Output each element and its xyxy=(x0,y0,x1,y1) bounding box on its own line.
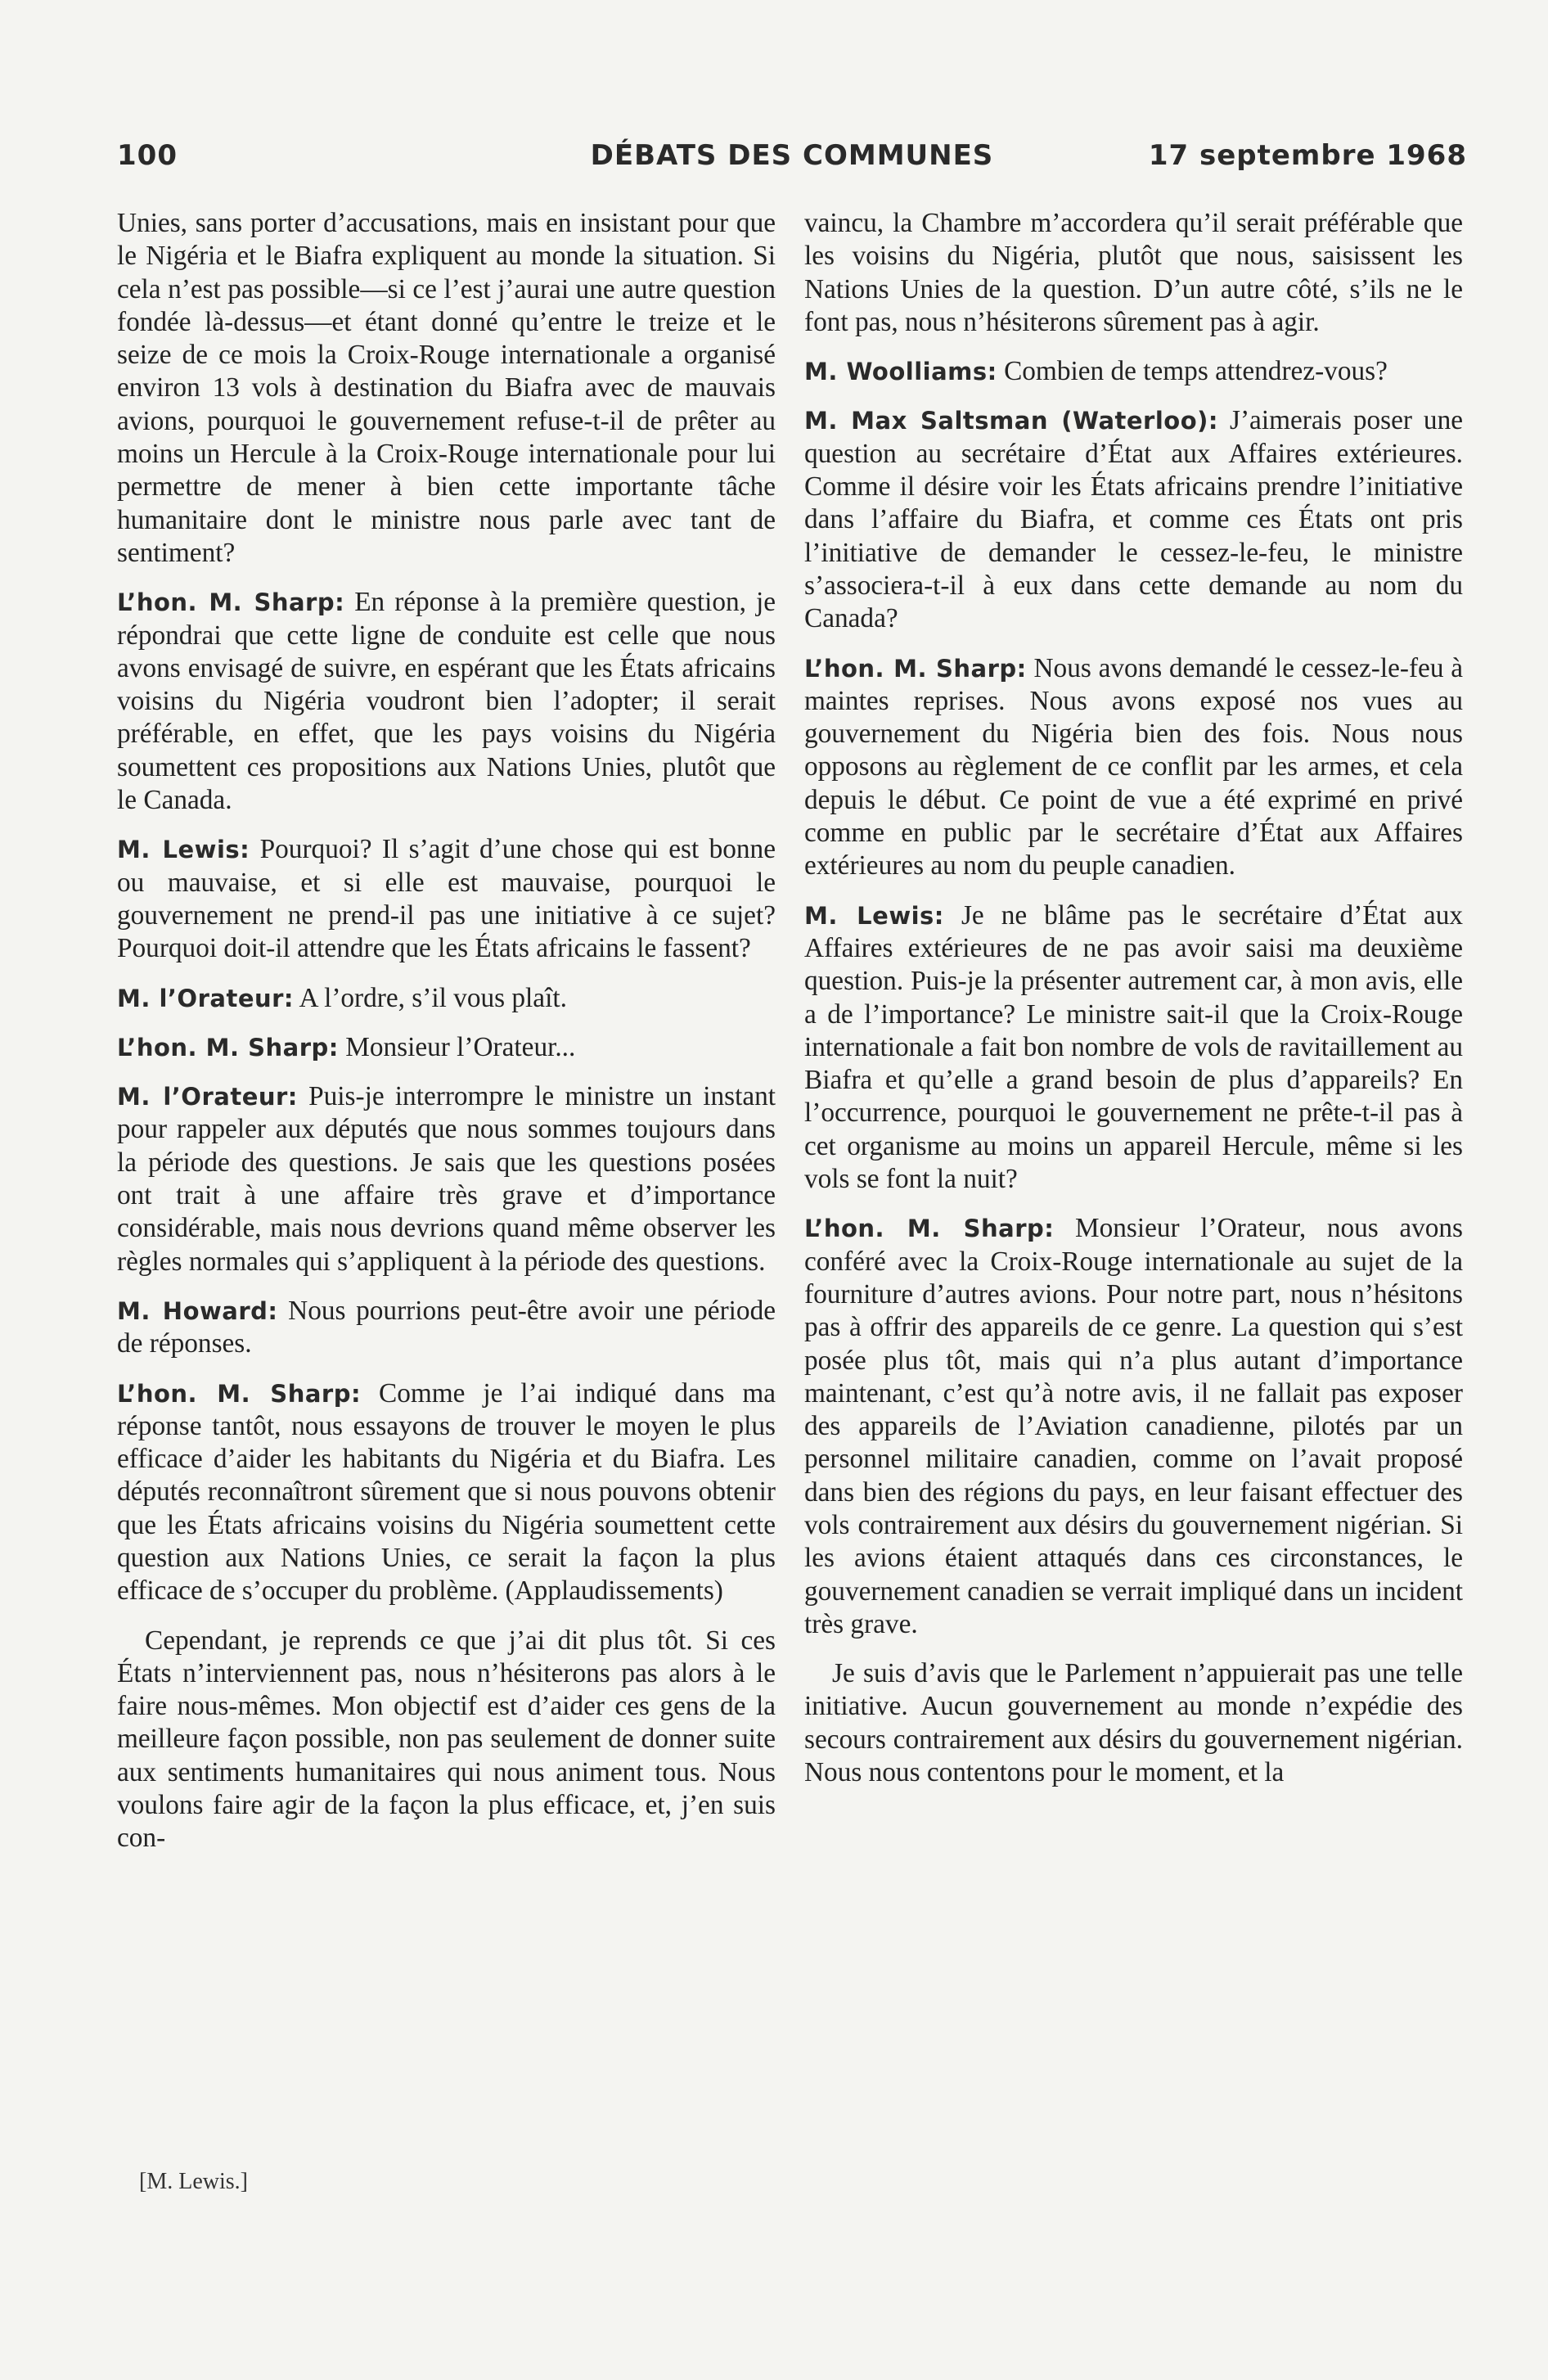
paragraph xyxy=(117,1080,776,1278)
speaker-name: L’hon. M. Sharp: xyxy=(117,1379,362,1408)
speaker-name: L’hon. M. Sharp: xyxy=(117,1033,339,1062)
paragraph xyxy=(804,355,1463,388)
paragraph xyxy=(117,586,776,817)
speaker-name: M. Lewis: xyxy=(804,901,944,930)
page-header xyxy=(117,139,1467,185)
paragraph-text: Puis-je interrompre le ministre un instant pour rappeler aux députés que nous sommes toujours dans la période des questions. Je sais que les questions posées ont trait à une affaire très grave et d’importance considérable, mais nous devrions quand même observer les règles normales qui s’appliquent à la période des questions. xyxy=(117,1081,776,1277)
paragraph xyxy=(117,1625,776,1855)
paragraph-text: Monsieur l’Orateur... xyxy=(345,1031,576,1062)
paragraph xyxy=(804,652,1463,883)
paragraph-text: Monsieur l’Orateur, nous avons conféré avec la Croix-Rouge internationale au sujet de la fourniture d’autres avions. Pour notre part, nous n’hésitons pas à offrir des appareils de ce genre. La question qui s’est posée plus tôt, mais qui n’a plus autant d’importance maintenant, c’est qu’à notre avis, il ne fallait pas exposer des appareils de l’Aviation canadienne, pilotés par un personnel militaire canadien, comme on l’avait proposé dans bien des régions du pays, en leur faisant effectuer des vols contrairement aux désirs du gouvernement nigérian. Si les avions étaient attaqués dans ces circonstances, le gouvernement canadien se verrait impliqué dans un incident très grave. xyxy=(804,1213,1463,1639)
paragraph-text: vaincu, la Chambre m’accordera qu’il serait préférable que les voisins du Nigéria, plutôt que nous, saisissent les Nations Unies de la question. D’un autre côté, s’ils ne le font pas, nous n’hésiterons sûrement pas à agir. xyxy=(804,208,1463,337)
paragraph-text: Unies, sans porter d’accusations, mais en insistant pour que le Nigéria et le Biafra expliquent au monde la situation. Si cela n’est pas possible—si ce l’est j’aurai une autre question fondée là-dessus—et étant donné qu’entre le treize et le seize de ce mois la Croix-Rouge internationale a organisé environ 13 vols à destination du Biafra avec de mauvais avions, pourquoi le gouvernement refuse-t-il de prêter au moins un Hercule à la Croix-Rouge internationale pour lui permettre de mener à bien cette importante tâche humanitaire dont le ministre nous parle avec tant de sentiment? xyxy=(117,208,776,568)
speaker-name: L’hon. M. Sharp: xyxy=(804,1215,1055,1243)
page-date: 17 septembre 1968 xyxy=(1148,139,1467,172)
paragraph-text: Cependant, je reprends ce que j’ai dit plus tôt. Si ces États n’interviennent pas, nous n’hésiterons pas alors à le faire nous-mêmes. Mon objectif est d’aider ces gens de la meilleure façon possible, non pas seulement de donner suite aux sentiments humanitaires qui nous animent tous. Nous voulons faire agir de la façon la plus efficace, et, j’en suis con- xyxy=(117,1625,776,1854)
paragraph-text: Comme je l’ai indiqué dans ma réponse tantôt, nous essayons de trouver le moyen le plus efficace d’aider les habitants du Nigéria et du Biafra. Les députés reconnaîtront sûrement que si nous pouvons obtenir que les États africains voisins du Nigéria soumettent cette question aux Nations Unies, ce serait la façon la plus efficace de s’occuper du problème. (Applaudissements) xyxy=(117,1377,776,1607)
speaker-name: M. Lewis: xyxy=(117,836,250,864)
paragraph-text: En réponse à la première question, je répondrai que cette ligne de conduite est celle que nous avons envisagé de suivre, en espérant que les États africains voisins du Nigéria voudront bien l’adopter; il serait préférable, en effet, que les pays voisins du Nigéria soumettent ces propositions aux Nations Unies, plutôt que le Canada. xyxy=(117,587,776,816)
left-column xyxy=(117,207,776,1872)
footer-speaker-note: [M. Lewis.] xyxy=(139,2169,248,2194)
publication-title: DÉBATS DES COMMUNES xyxy=(590,139,994,172)
speaker-name: M. Max Saltsman (Waterloo): xyxy=(804,407,1218,435)
paragraph xyxy=(804,1657,1463,1789)
paragraph xyxy=(804,1212,1463,1641)
speaker-name: M. Howard: xyxy=(117,1296,278,1325)
paragraph xyxy=(804,899,1463,1197)
speaker-name: M. Woolliams: xyxy=(804,358,997,386)
paragraph-text: Combien de temps attendrez-vous? xyxy=(1004,356,1388,387)
paragraph-text: A l’ordre, s’il vous plaît. xyxy=(299,982,567,1013)
speaker-name: L’hon. M. Sharp: xyxy=(117,588,345,617)
right-column xyxy=(804,207,1463,1805)
page-number: 100 xyxy=(117,139,178,172)
paragraph-text: J’aimerais poser une question au secrétaire d’État aux Affaires extérieures. Comme il désire voir les États africains prendre l’initiative dans l’affaire du Biafra, et comme ces États ont pris l’initiative de demander le cessez-le-feu, le ministre s’associera-t-il à eux dans cette demande au nom du Canada? xyxy=(804,405,1464,634)
paragraph-text: Je ne blâme pas le secrétaire d’État aux Affaires extérieures de ne pas avoir saisi ma deuxième question. Puis-je la présenter autrement car, à mon avis, elle a de l’importance? Le ministre sait-il que la Croix-Rouge internationale a fait bon nombre de vols de ravitaillement au Biafra et qu’elle a grand besoin de plus d’appareils? En l’occurrence, pourquoi le gouvernement ne prête-t-il pas à cet organisme au moins un appareil Hercule, même si les vols se font la nuit? xyxy=(804,899,1464,1195)
paragraph-text: Je suis d’avis que le Parlement n’appuierait pas une telle initiative. Aucun gouvernement au monde n’expédie des secours contrairement aux désirs du gouvernement nigérian. Nous nous contentons pour le moment, et la xyxy=(804,1658,1463,1788)
paragraph-text: Nous avons demandé le cessez-le-feu à maintes reprises. Nous avons exposé nos vues au gouvernement du Nigéria bien des fois. Nous nous opposons au règlement de ce conflit par les armes, et cela depuis le début. Ce point de vue a été exprimé en privé comme en public par le secrétaire d’État aux Affaires extérieures au nom du peuple canadien. xyxy=(804,652,1463,881)
paragraph xyxy=(804,404,1463,635)
paragraph xyxy=(117,1377,776,1608)
paragraph-text: Pourquoi? Il s’agit d’une chose qui est bonne ou mauvaise, et si elle est mauvaise, pourquoi le gouvernement ne prend-il pas une initiative à ce sujet? Pourquoi doit-il attendre que les États africains le fassent? xyxy=(117,834,776,964)
speaker-name: M. l’Orateur: xyxy=(117,1083,298,1111)
paragraph xyxy=(117,833,776,965)
paragraph xyxy=(117,982,776,1015)
paragraph xyxy=(117,1031,776,1064)
paragraph xyxy=(117,207,776,570)
paragraph xyxy=(804,207,1463,339)
paragraph-text: Nous pourrions peut-être avoir une période de réponses. xyxy=(117,1295,776,1359)
paragraph xyxy=(117,1295,776,1361)
speaker-name: M. l’Orateur: xyxy=(117,984,295,1012)
speaker-name: L’hon. M. Sharp: xyxy=(804,654,1027,683)
